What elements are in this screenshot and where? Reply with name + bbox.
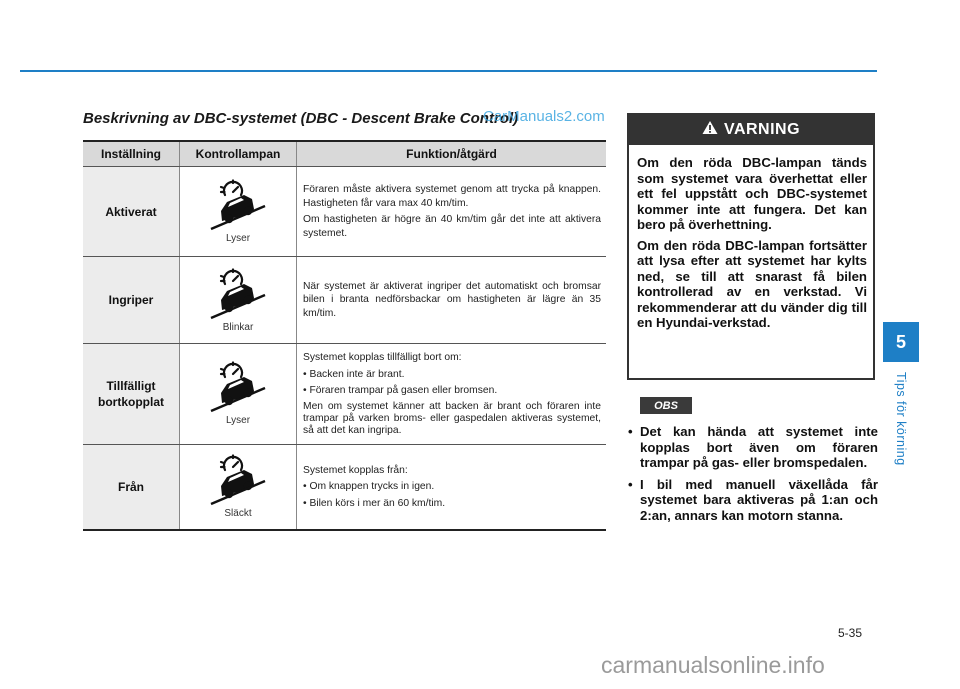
function-cell <box>297 344 607 445</box>
setting-cell: Tillfälligt bortkopplat <box>83 344 180 445</box>
warning-paragraph: Om den röda DBC-lampan fortsätter att lysa efter att systemet har kylts ned, se till att snarast få bilen kontrollerad av en verkstad. Vi rekommenderar att du vänder dig till en Hyundai-verkstad. <box>637 237 867 330</box>
function-text: • Om knappen trycks in igen. <box>303 481 435 492</box>
function-text: När systemet är aktiverat ingriper det automatiskt och bromsar bilen i branta nedförsbackar om hastigheten är lägre än 35 km/tim. <box>303 280 601 319</box>
lamp-label: Släckt <box>224 508 252 520</box>
watermark-top: CarManuals2.com <box>483 108 605 125</box>
header-lamp: Kontrollampan <box>180 141 297 167</box>
function-text: Föraren måste aktivera systemet genom att trycka på knappen. Hastigheten får vara max 40 km/tim. <box>303 184 601 209</box>
function-text: • Föraren trampar på gasen eller bromsen. <box>303 385 498 396</box>
bullet: • <box>628 424 633 439</box>
footer-watermark: carmanualsonline.info <box>601 652 825 678</box>
lamp-cell <box>180 167 297 257</box>
lamp-cell <box>180 257 297 344</box>
warning-title: VARNING <box>723 121 801 138</box>
function-cell <box>297 444 607 530</box>
dbc-table <box>83 140 606 531</box>
list-item <box>626 477 878 524</box>
setting-cell: Aktiverat <box>83 167 180 257</box>
warning-body <box>629 145 873 331</box>
table-row <box>83 257 606 344</box>
warning-header <box>629 115 873 145</box>
bullet: • <box>628 476 633 492</box>
lamp-cell <box>180 444 297 530</box>
obs-list <box>626 424 878 529</box>
dbc-indicator-icon <box>180 268 296 320</box>
chapter-number-tab[interactable]: 5 <box>883 322 919 362</box>
header-setting: Inställning <box>83 141 180 167</box>
warning-paragraph: Om den röda DBC-lampan tänds som systemet vara överhettat eller ett fel uppstått och DBC-systemet kommer inte att fungera. Det kan bero på överhettning. <box>637 155 867 232</box>
function-cell <box>297 167 607 257</box>
function-cell <box>297 257 607 344</box>
setting-cell: Från <box>83 444 180 530</box>
function-text: • Bilen körs i mer än 60 km/tim. <box>303 497 446 509</box>
function-text: Systemet kopplas från: <box>303 464 408 476</box>
obs-badge: OBS <box>640 397 692 414</box>
warning-box <box>627 113 875 380</box>
list-item <box>626 424 878 471</box>
lamp-label: Lyser <box>225 415 251 427</box>
dbc-indicator-icon <box>180 179 296 231</box>
dbc-indicator-icon <box>180 361 296 413</box>
table-row <box>83 344 606 445</box>
obs-item-text: Det kan hända att systemet inte kopplas bort även om föraren trampar på gas- eller bromspedalen. <box>640 424 878 470</box>
warning-triangle-icon <box>702 120 724 140</box>
function-text: Om hastigheten är högre än 40 km/tim går det inte att aktivera systemet. <box>303 214 601 239</box>
top-rule <box>20 70 877 72</box>
header-function: Funktion/åtgärd <box>297 141 607 167</box>
table-row <box>83 444 606 530</box>
chapter-title: Tips för körning <box>894 372 908 466</box>
setting-cell: Ingriper <box>83 257 180 344</box>
obs-item-text: I bil med manuell växellåda får systemet bara aktiveras på 1:an och 2:an, annars kan motorn stanna. <box>640 476 878 523</box>
table-header-row <box>83 141 606 167</box>
dbc-indicator-icon <box>180 454 296 506</box>
lamp-label: Lyser <box>225 233 251 244</box>
section-title: Beskrivning av DBC-systemet (DBC - Descent Brake Control) <box>83 110 519 127</box>
table-row <box>83 167 606 257</box>
lamp-cell <box>180 344 297 445</box>
function-text: Men om systemet känner att backen är brant och föraren inte trampar på varken broms- eller gaspedalen aktiveras systemet, så att det kan ingripa. <box>303 400 601 436</box>
lamp-label: Blinkar <box>222 321 254 333</box>
page-number: 5-35 <box>838 626 863 640</box>
function-text: • Backen inte är brant. <box>303 368 405 380</box>
function-text: Systemet kopplas tillfälligt bort om: <box>303 352 462 363</box>
